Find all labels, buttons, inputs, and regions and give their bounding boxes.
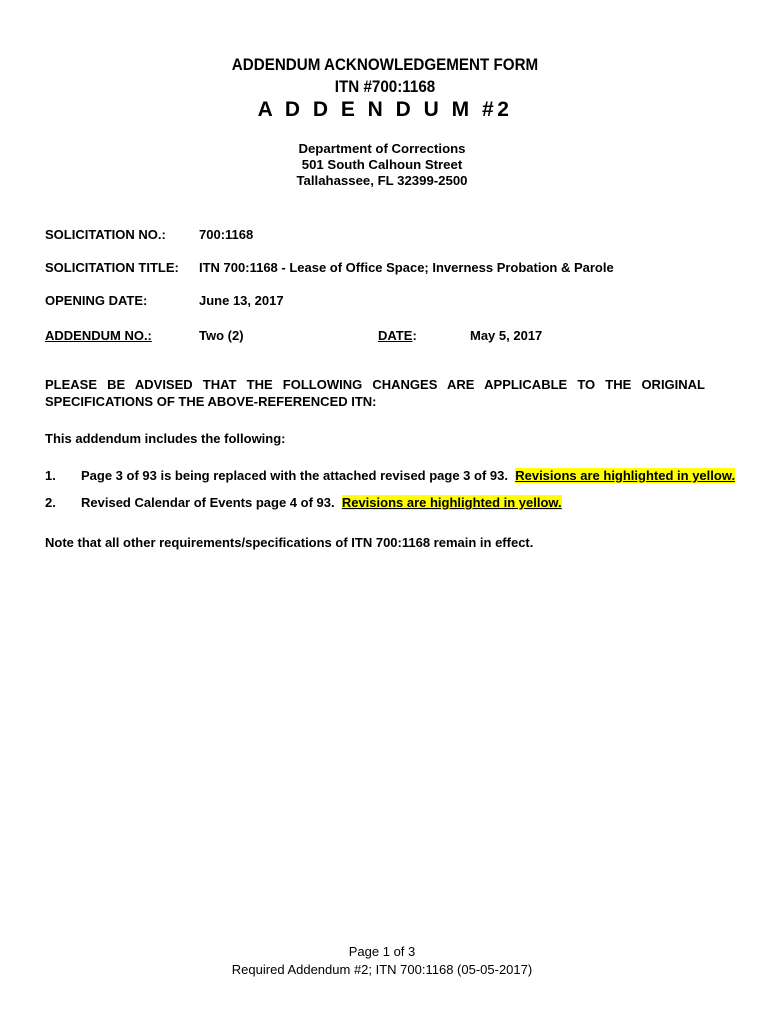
closing-note: Note that all other requirements/specifications of ITN 700:1168 remain in effect.	[45, 535, 534, 550]
addendum-no-value: Two (2)	[199, 328, 244, 343]
form-title: ADDENDUM ACKNOWLEDGEMENT FORM	[231, 56, 539, 74]
addendum-heading: A D D E N D U M #2	[257, 98, 513, 121]
opening-date-value: June 13, 2017	[199, 293, 284, 308]
date-label	[378, 328, 417, 343]
solicitation-title-label: SOLICITATION TITLE:	[45, 260, 179, 275]
list-item-body: Revised Calendar of Events page 4 of 93.	[81, 495, 335, 510]
list-item-text	[81, 495, 562, 510]
page-number: Page 1 of 3	[348, 944, 416, 959]
solicitation-no-label: SOLICITATION NO.:	[45, 227, 166, 242]
list-item-text	[81, 468, 735, 483]
highlight-note: Revisions are highlighted in yellow.	[341, 495, 562, 510]
list-item-number: 2.	[45, 495, 56, 510]
address-line-2: 501 South Calhoun Street	[301, 157, 463, 172]
list-item-body: Page 3 of 93 is being replaced with the attached revised page 3 of 93.	[81, 468, 508, 483]
solicitation-no-value: 700:1168	[199, 227, 254, 242]
addendum-no-label: ADDENDUM NO.:	[45, 328, 152, 343]
date-value: May 5, 2017	[470, 328, 543, 343]
page-footer	[0, 943, 764, 979]
agency-address	[0, 141, 764, 189]
date-label-colon: :	[412, 328, 417, 343]
footer-reference: Required Addendum #2; ITN 700:1168 (05-05-2017)	[231, 962, 533, 977]
itn-number: ITN #700:1168	[334, 78, 436, 96]
opening-date-label: OPENING DATE:	[45, 293, 148, 308]
includes-intro: This addendum includes the following:	[45, 431, 286, 446]
highlight-note: Revisions are highlighted in yellow.	[515, 468, 736, 483]
date-label-text: DATE	[378, 328, 413, 343]
advisory-notice: PLEASE BE ADVISED THAT THE FOLLOWING CHANGES ARE APPLICABLE TO THE ORIGINAL SPECIFICATIONS OF THE ABOVE-REFERENCED ITN:	[45, 377, 705, 409]
list-item-number: 1.	[45, 468, 56, 483]
address-line-3: Tallahassee, FL 32399-2500	[296, 173, 468, 188]
address-line-1: Department of Corrections	[298, 141, 466, 156]
solicitation-title-value: ITN 700:1168 - Lease of Office Space; Inverness Probation & Parole	[199, 260, 614, 275]
